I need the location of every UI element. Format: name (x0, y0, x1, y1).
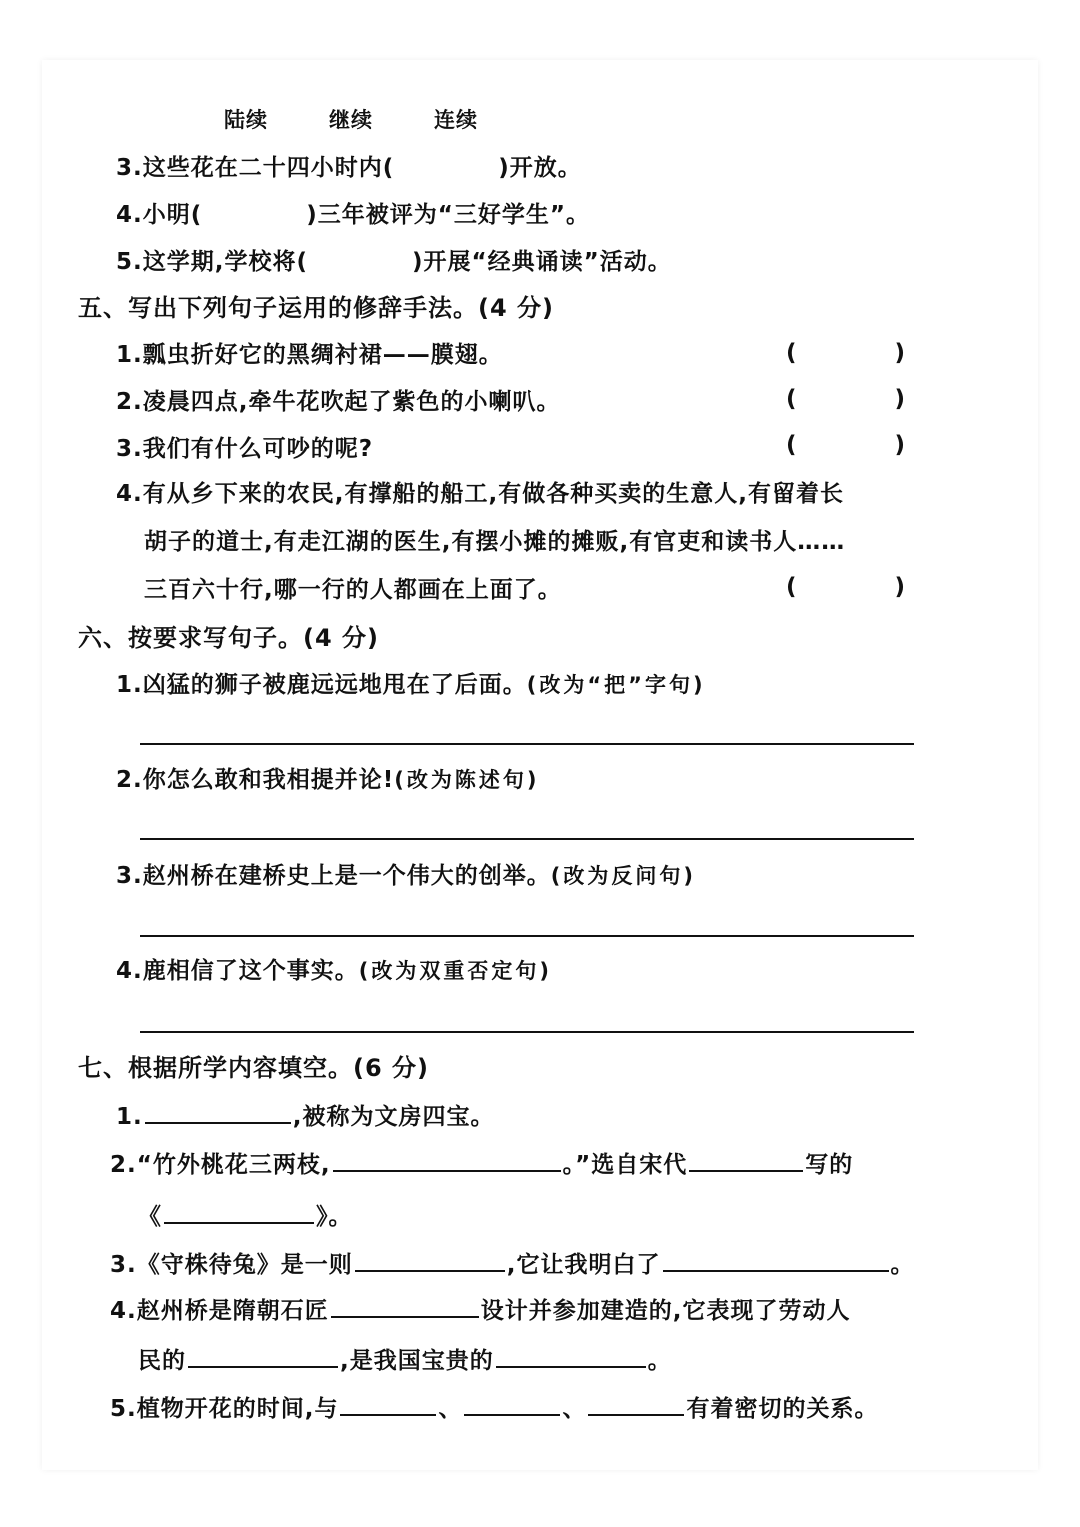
section-6-title: 六、按要求写句子。(4 分) (78, 624, 379, 652)
word-choice-3: 连续 (434, 108, 479, 132)
fill-sentence-4: 4.小明( )三年被评为“三好学生”。 (116, 202, 591, 228)
blank[interactable] (145, 1100, 291, 1124)
answer-paren-4[interactable]: ( ) (786, 574, 906, 600)
rewrite-hint-3: (改为反问句) (550, 864, 696, 888)
word-choices (224, 104, 530, 136)
answer-paren-1[interactable]: ( ) (786, 340, 906, 366)
word-choice-1: 陆续 (224, 108, 268, 132)
rewrite-hint-1: (改为“把”字句) (526, 673, 706, 697)
blank[interactable] (164, 1200, 314, 1224)
blank[interactable] (188, 1344, 338, 1368)
answer-line-1[interactable] (140, 743, 914, 745)
fill-item-2-line-2: 《 》。 (138, 1200, 353, 1233)
answer-line-3[interactable] (140, 935, 914, 937)
rhetoric-item-4-line-2: 胡子的道士,有走江湖的医生,有摆小摊的摊贩,有官吏和读书人…… (144, 529, 846, 555)
blank[interactable] (496, 1344, 646, 1368)
blank[interactable] (588, 1392, 684, 1416)
rewrite-hint-4: (改为双重否定句) (358, 959, 552, 983)
fill-item-3: 3.《守株待兔》是一则 ,它让我明白了 。 (110, 1248, 915, 1281)
blank[interactable] (340, 1392, 436, 1416)
answer-paren-2[interactable]: ( ) (786, 386, 906, 412)
fill-item-4-line-2: 民的 ,是我国宝贵的 。 (138, 1344, 672, 1377)
rhetoric-item-4-line-3: 三百六十行,哪一行的人都画在上面了。 (144, 577, 562, 603)
rhetoric-item-2: 2.凌晨四点,牵牛花吹起了紫色的小喇叭。 (116, 389, 561, 415)
fill-item-1: 1. ,被称为文房四宝。 (116, 1100, 495, 1133)
fill-item-2: 2.“竹外桃花三两枝, 。”选自宋代 写的 (110, 1148, 853, 1181)
rewrite-item-2: 2.你怎么敢和我相提并论!(改为陈述句) (116, 767, 540, 793)
rhetoric-item-4-line-1: 4.有从乡下来的农民,有撑船的船工,有做各种买卖的生意人,有留着长 (116, 481, 844, 507)
fill-item-5: 5.植物开花的时间,与 、 、 有着密切的关系。 (110, 1392, 878, 1425)
answer-paren-3[interactable]: ( ) (786, 432, 906, 458)
rewrite-item-1: 1.凶猛的狮子被鹿远远地甩在了后面。(改为“把”字句) (116, 672, 706, 698)
rhetoric-item-3: 3.我们有什么可吵的呢? (116, 436, 374, 462)
answer-line-2[interactable] (140, 838, 914, 840)
section-7-title: 七、根据所学内容填空。(6 分) (78, 1054, 429, 1082)
rewrite-item-4: 4.鹿相信了这个事实。(改为双重否定句) (116, 958, 552, 984)
blank[interactable] (464, 1392, 560, 1416)
section-5-title: 五、写出下列句子运用的修辞手法。(4 分) (78, 294, 554, 322)
rewrite-item-3: 3.赵州桥在建桥史上是一个伟大的创举。(改为反问句) (116, 863, 696, 889)
answer-line-4[interactable] (140, 1031, 914, 1033)
blank[interactable] (355, 1248, 505, 1272)
blank[interactable] (663, 1248, 889, 1272)
rhetoric-item-1: 1.瓢虫折好它的黑绸衬裙——膜翅。 (116, 342, 503, 368)
blank[interactable] (333, 1148, 561, 1172)
blank[interactable] (689, 1148, 803, 1172)
word-choice-2: 继续 (329, 108, 374, 132)
fill-sentence-3: 3.这些花在二十四小时内( )开放。 (116, 155, 582, 181)
rewrite-hint-2: (改为陈述句) (394, 768, 540, 792)
blank[interactable] (331, 1294, 479, 1318)
fill-item-4: 4.赵州桥是隋朝石匠 设计并参加建造的,它表现了劳动人 (110, 1294, 851, 1327)
fill-sentence-5: 5.这学期,学校将( )开展“经典诵读”活动。 (116, 249, 672, 275)
